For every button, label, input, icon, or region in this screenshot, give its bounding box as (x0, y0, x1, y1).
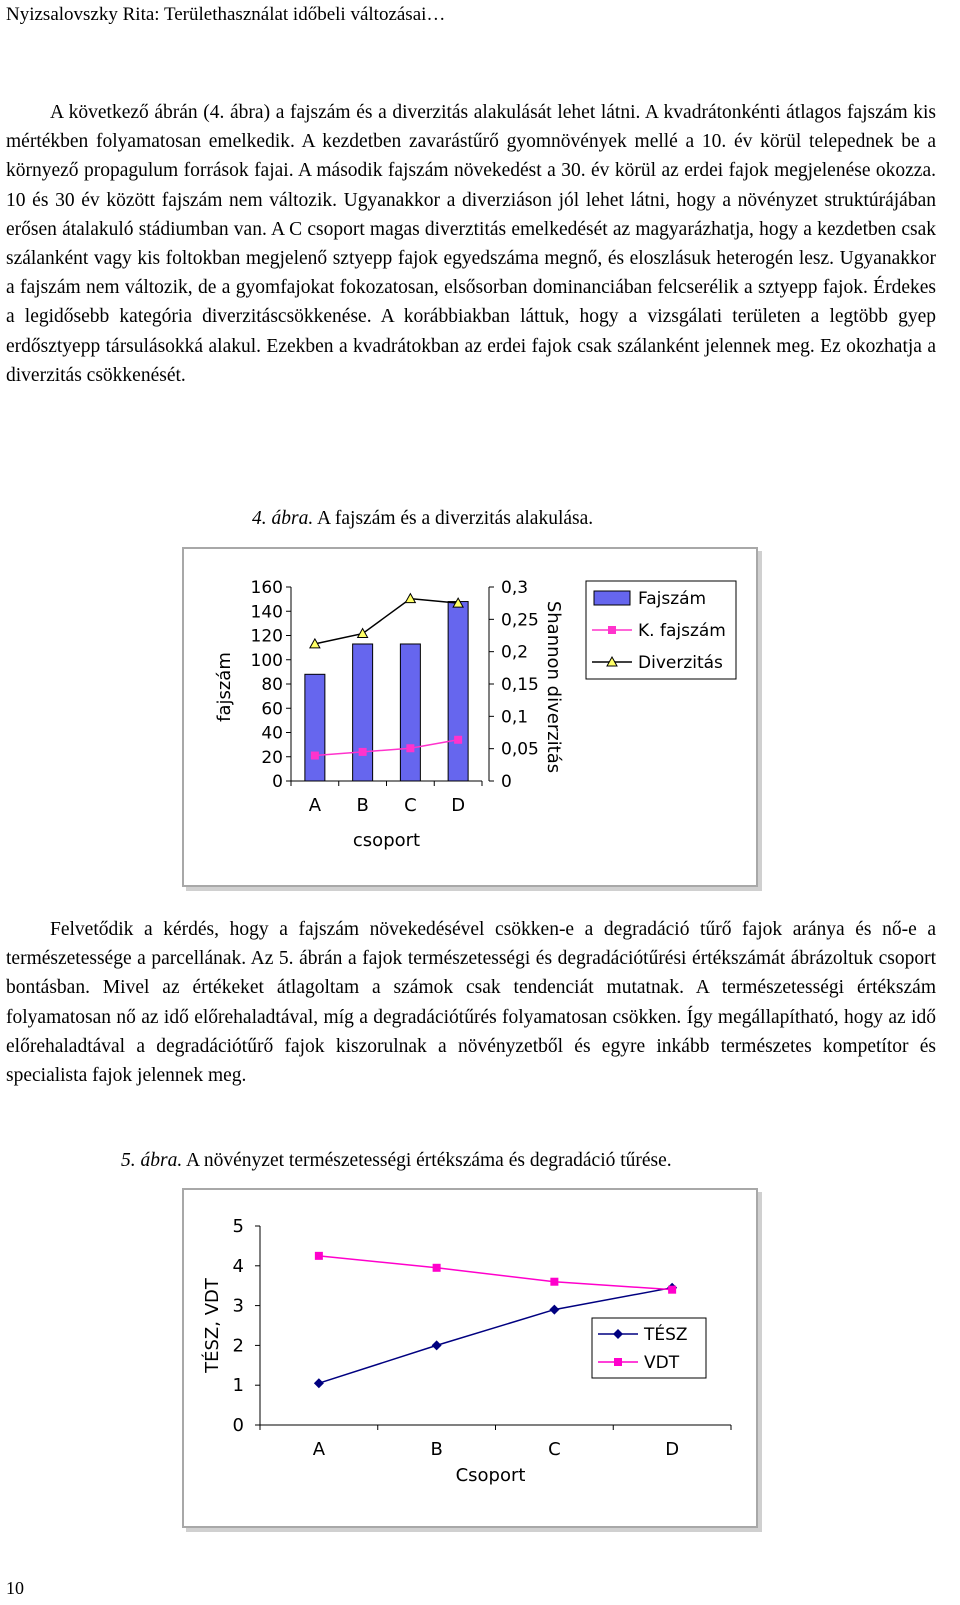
right-tick-label: 0,15 (501, 675, 539, 695)
y-tick-label: 4 (232, 1255, 244, 1277)
right-tick-label: 0,25 (501, 610, 539, 631)
series-line-1 (319, 1256, 672, 1290)
figure-4-chart (182, 547, 758, 887)
y-tick-label: 0 (232, 1415, 244, 1436)
bar-D (448, 602, 468, 781)
legend-label: K. fajszám (638, 621, 726, 641)
x-tick-label: D (665, 1439, 680, 1460)
left-tick-label: 160 (250, 578, 283, 598)
right-tick-label: 0 (501, 772, 512, 792)
x-tick-label: B (356, 795, 369, 816)
left-tick-label: 100 (250, 650, 283, 671)
series-point (550, 1278, 558, 1286)
legend-marker (608, 626, 616, 634)
figure-5-caption: 5. ábra. A növényzet természetességi értékszáma és degradáció tűrése. (121, 1150, 672, 1171)
page-number: 10 (6, 1578, 24, 1598)
right-y-axis-label: Shannon diverzitás (543, 600, 564, 774)
right-tick-label: 0,2 (501, 642, 529, 663)
x-tick-label: A (312, 1439, 326, 1460)
y-tick-label: 3 (232, 1295, 244, 1317)
left-tick-label: 0 (272, 772, 283, 792)
bar-C (400, 644, 420, 781)
series-point (406, 744, 414, 752)
paragraph-2: Felvetődik a kérdés, hogy a fajszám növekedésével csökken-e a degradáció tűrő fajok aránya és nő-e a természetessége a parcellának. Az 5. ábrán a fajok természetességi és degradációtűrési értékszámát ábrázoltuk csoport bontásban. Mivel az értékeket átlagoltam a számok csak tendenciát mutatnak. A természetességi értékszám folyamatosan nő az idő előrehaladtával, míg a degradációtűrés folyamatosan csökken. Így megállapítható, hogy az idő előrehaladtával a degradációtűrő fajok kiszorulnak a növényzetből és egyre inkább természetes kompetítor és specialista fajok jelennek meg. (6, 919, 936, 1087)
series-point (432, 1340, 442, 1350)
left-tick-label: 120 (250, 626, 283, 647)
right-tick-label: 0,1 (501, 707, 529, 728)
series-line-2 (315, 599, 458, 644)
legend-label: TÉSZ (644, 1325, 688, 1345)
left-y-axis-label: fajszám (214, 652, 235, 722)
series-point (454, 736, 462, 744)
series-point (433, 1264, 441, 1272)
x-axis-label: Csoport (455, 1465, 526, 1486)
x-tick-label: D (451, 795, 466, 816)
legend-label: Fajszám (638, 589, 707, 609)
figure-5-chart (182, 1188, 758, 1528)
series-point (311, 752, 319, 760)
running-header: Nyizsalovszky Rita: Területhasználat időbeli változásai… (6, 4, 446, 25)
series-point (668, 1286, 676, 1294)
series-point (314, 1378, 324, 1388)
legend-label: Diverzitás (638, 653, 723, 673)
left-tick-label: 60 (261, 699, 283, 720)
right-tick-label: 0,05 (501, 739, 539, 760)
left-tick-label: 140 (250, 602, 283, 623)
right-tick-label: 0,3 (501, 578, 529, 598)
legend-label: VDT (644, 1353, 680, 1373)
series-point (315, 1252, 323, 1260)
x-tick-label: C (548, 1439, 561, 1460)
series-point (549, 1305, 559, 1315)
y-tick-label: 1 (232, 1375, 244, 1397)
y-tick-label: 2 (232, 1335, 244, 1357)
x-tick-label: B (430, 1439, 443, 1460)
y-axis-label: TÉSZ, VDT (202, 1278, 223, 1373)
legend-marker (614, 1358, 622, 1366)
x-axis-label: csoport (352, 830, 421, 851)
figure-4-caption: 4. ábra. A fajszám és a diverzitás alakulása. (252, 508, 594, 529)
legend-swatch (594, 591, 630, 605)
series-point (358, 629, 368, 638)
x-tick-label: A (308, 795, 322, 816)
paragraph-1: A következő ábrán (4. ábra) a fajszám és a diverzitás alakulását lehet látni. A kvadrátonkénti átlagos fajszám kis mértékben folyamatosan emelkedik. A kezdetben zavarástűrő gyomnövények mellé a 10. év körül telepednek be a környező propagulum források fajai. A második fajszám növekedést a 30. év körül az erdei fajok megjelenése okozza. 10 és 30 év között fajszám nem változik. Ugyanakkor a diverziáson jól lehet látni, hogy a növényzet struktúrájában erősen átalakuló stádiumban van. A C csoport magas diverztitás emelkedését az magyarázhatja, hogy a kezdetben csak szálanként vagy kis foltokban megjelenő sztyepp fajok egyedszáma megnő, és eloszlásuk heterogén lesz. Ugyanakkor a fajszám nem változik, de a gyomfajokat fokozatosan, elsősorban dominanciában felcserélik a sztyepp fajok. Érdekes a legidősebb kategória diverzitáscsökkenése. A korábbiakban láttuk, hogy a vizsgálati területen a legtöbb gyep erdősztyepp társulásokká alakul. Ezekben a kvadrátokban az erdei fajok csak szálanként jelennek meg. Ez okozhatja a diverzitás csökkenését. (6, 102, 936, 386)
series-point (405, 594, 415, 603)
x-tick-label: C (404, 795, 417, 816)
bar-B (353, 644, 373, 781)
y-tick-label: 5 (232, 1216, 244, 1237)
series-line-1 (315, 740, 458, 756)
left-tick-label: 80 (261, 675, 283, 695)
series-point (359, 748, 367, 756)
left-tick-label: 20 (261, 747, 283, 768)
bar-A (305, 674, 325, 781)
left-tick-label: 40 (261, 723, 283, 744)
